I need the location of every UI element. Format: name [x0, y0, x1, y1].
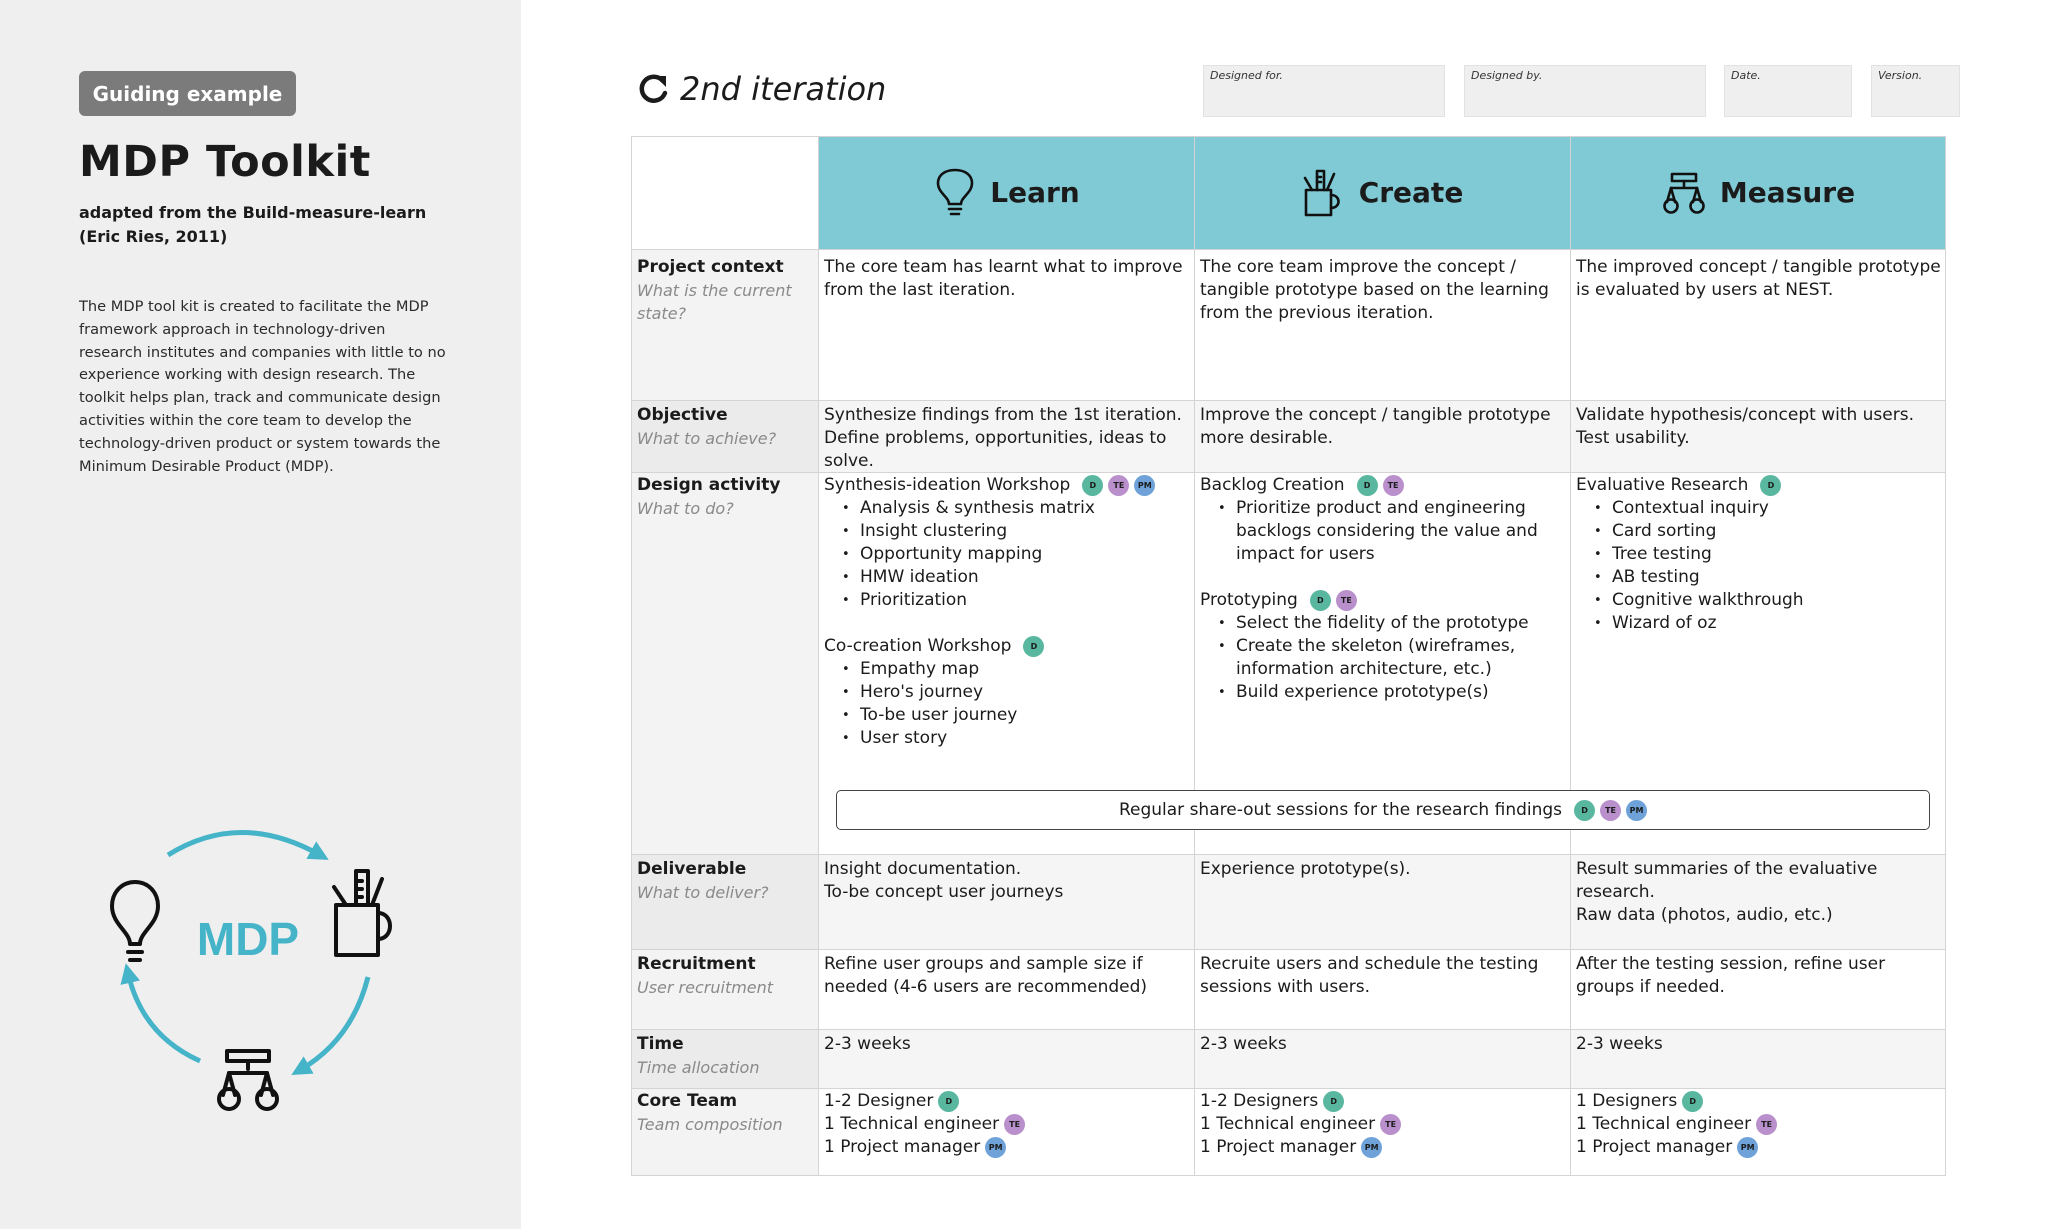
cell-design-learn — [824, 474, 1192, 750]
activity-title: Evaluative Research — [1576, 475, 1749, 495]
list-item: • Create the skeleton (wireframes, information architecture, etc.) — [1214, 635, 1568, 681]
grid-line — [631, 249, 1946, 250]
cell-recruitment-measure: After the testing session, refine user groups if needed. — [1576, 954, 1886, 997]
grid-line — [631, 854, 1946, 855]
guiding-example-badge: Guiding example — [79, 71, 296, 116]
grid-line — [1945, 136, 1946, 1176]
list-item: • Card sorting — [1590, 520, 1944, 543]
list-item: • Prioritize product and engineering backlogs considering the value and impact for users — [1214, 497, 1568, 566]
cell-recruitment-create: Recruite users and schedule the testing sessions with users. — [1200, 954, 1539, 997]
row-label-deliverable-name: Deliverable — [637, 859, 747, 879]
cycle-arrow-create-to-measure — [300, 977, 368, 1070]
pen-cup-icon — [334, 871, 390, 955]
designed-for-label: Designed for. — [1210, 69, 1283, 82]
designed-by-label: Designed by. — [1471, 69, 1543, 82]
cell-context-create: The core team improve the concept / tangible prototype based on the learning from the previous iteration. — [1200, 257, 1549, 323]
activity-list — [1590, 497, 1944, 635]
cell-time-create: 2-3 weeks — [1200, 1034, 1287, 1054]
shareout-text: Regular share-out sessions for the research findings — [1118, 800, 1563, 820]
cell-objective-create: Improve the concept / tangible prototype more desirable. — [1200, 405, 1551, 448]
balance-icon — [219, 1051, 277, 1109]
list-item: • To-be user journey — [838, 704, 1192, 727]
grid-line — [1570, 136, 1571, 1176]
row-label-team-sub: Team composition — [637, 1115, 783, 1134]
mdp-cycle-diagram — [90, 815, 420, 1115]
project-manager-avatar: PM — [985, 1137, 1006, 1158]
activity-prototyping — [1200, 589, 1568, 612]
grid-line — [818, 136, 819, 1176]
column-header-create — [1195, 136, 1571, 249]
cell-objective-learn: Synthesize findings from the 1st iteration. Define problems, opportunities, ideas to solve. — [824, 405, 1182, 471]
cell-deliverable-measure — [1576, 858, 1944, 927]
row-label-time-sub: Time allocation — [637, 1058, 760, 1077]
activity-title: Co-creation Workshop — [824, 636, 1012, 656]
activity-list — [1214, 497, 1568, 566]
project-manager-avatar: PM — [1134, 475, 1155, 496]
list-item: • Insight clustering — [838, 520, 1192, 543]
cycle-arrow-measure-to-learn — [128, 973, 200, 1061]
version-label: Version. — [1878, 69, 1923, 82]
designer-avatar: D — [1682, 1091, 1703, 1112]
list-item: • AB testing — [1590, 566, 1944, 589]
version-field[interactable] — [1871, 65, 1960, 117]
team-member: 1 Project manager — [824, 1137, 981, 1157]
column-header-measure-label: Measure — [1719, 176, 1856, 209]
row-label-design-name: Design activity — [637, 475, 781, 495]
team-member: 1-2 Designer — [824, 1091, 934, 1111]
list-item: • HMW ideation — [838, 566, 1192, 589]
shareout-banner — [836, 790, 1930, 830]
list-item: • Prioritization — [838, 589, 1192, 612]
cell-time-measure: 2-3 weeks — [1576, 1034, 1663, 1054]
column-header-create-label: Create — [1358, 176, 1464, 209]
row-label-recruitment-name: Recruitment — [637, 954, 756, 974]
team-member: 1 Technical engineer — [1576, 1114, 1752, 1134]
lightbulb-icon — [934, 168, 976, 218]
list-item: • Empathy map — [838, 658, 1192, 681]
list-item: • Opportunity mapping — [838, 543, 1192, 566]
grid-line — [631, 136, 632, 1176]
cell-team-create — [1200, 1090, 1568, 1159]
team-member: 1 Designers — [1576, 1091, 1678, 1111]
cell-deliverable-learn — [824, 858, 1192, 904]
pen-cup-icon — [1303, 168, 1345, 218]
cell-design-create — [1200, 474, 1568, 704]
row-label-deliverable-sub: What to deliver? — [637, 883, 769, 902]
designer-avatar: D — [1310, 590, 1331, 611]
cell-design-measure — [1576, 474, 1944, 635]
technical-engineer-avatar: TE — [1004, 1114, 1025, 1135]
grid-line — [631, 1088, 1946, 1089]
team-member: 1 Technical engineer — [1200, 1114, 1376, 1134]
row-label-objective — [637, 404, 813, 450]
activity-synthesis-workshop — [824, 474, 1192, 497]
row-label-deliverable — [637, 858, 813, 904]
activity-list — [1214, 612, 1568, 704]
row-label-team — [637, 1090, 813, 1136]
row-label-recruitment — [637, 953, 813, 999]
row-label-recruitment-sub: User recruitment — [637, 978, 774, 997]
grid-line — [631, 949, 1946, 950]
designer-avatar: D — [1357, 475, 1378, 496]
cell-context-measure: The improved concept / tangible prototype is evaluated by users at NEST. — [1576, 257, 1941, 300]
row-label-objective-sub: What to achieve? — [637, 429, 777, 448]
cell-deliverable-create: Experience prototype(s). — [1200, 859, 1411, 879]
activity-title: Synthesis-ideation Workshop — [824, 475, 1071, 495]
column-header-learn — [819, 136, 1195, 249]
list-item: • Wizard of oz — [1590, 612, 1944, 635]
project-manager-avatar: PM — [1361, 1137, 1382, 1158]
date-field[interactable] — [1724, 65, 1852, 117]
technical-engineer-avatar: TE — [1108, 475, 1129, 496]
designer-avatar: D — [938, 1091, 959, 1112]
date-label: Date. — [1731, 69, 1761, 82]
deliverable-line: Result summaries of the evaluative research. — [1576, 859, 1878, 902]
project-manager-avatar: PM — [1737, 1137, 1758, 1158]
grid-line — [631, 1029, 1946, 1030]
team-member: 1-2 Designers — [1200, 1091, 1319, 1111]
refresh-icon — [636, 72, 670, 106]
activity-backlog-creation — [1200, 474, 1568, 497]
team-member: 1 Project manager — [1576, 1137, 1733, 1157]
list-item: • Cognitive walkthrough — [1590, 589, 1944, 612]
column-header-measure — [1571, 136, 1946, 249]
technical-engineer-avatar: TE — [1756, 1114, 1777, 1135]
list-item: • Select the fidelity of the prototype — [1214, 612, 1568, 635]
deliverable-line: Raw data (photos, audio, etc.) — [1576, 905, 1833, 925]
activity-title: Backlog Creation — [1200, 475, 1345, 495]
grid-line — [631, 1175, 1946, 1176]
designer-avatar: D — [1574, 800, 1595, 821]
row-label-context-name: Project context — [637, 257, 784, 277]
page-title: MDP Toolkit — [79, 137, 371, 187]
cell-objective-measure: Validate hypothesis/concept with users. Test usability. — [1576, 405, 1914, 448]
technical-engineer-avatar: TE — [1600, 800, 1621, 821]
designer-avatar: D — [1023, 636, 1044, 657]
lightbulb-icon — [112, 882, 158, 960]
column-header-learn-label: Learn — [990, 176, 1080, 209]
cell-team-learn — [824, 1090, 1192, 1159]
designer-avatar: D — [1082, 475, 1103, 496]
row-label-time-name: Time — [637, 1034, 684, 1054]
row-label-objective-name: Objective — [637, 405, 728, 425]
technical-engineer-avatar: TE — [1380, 1114, 1401, 1135]
designed-by-field[interactable] — [1464, 65, 1706, 117]
project-manager-avatar: PM — [1626, 800, 1647, 821]
team-member: 1 Technical engineer — [824, 1114, 1000, 1134]
activity-title: Prototyping — [1200, 590, 1298, 610]
toolkit-description: The MDP tool kit is created to facilitate the MDP framework approach in technology-driven research institutes and companies with little to no experience working with design research. The toolkit helps plan, track and communicate design activities within the core team to develop the technology-driven product or system towards the Minimum Desirable Product (MDP). — [79, 298, 446, 475]
grid-line — [631, 136, 1946, 137]
list-item: • Tree testing — [1590, 543, 1944, 566]
mdp-diagram-label: MDP — [196, 913, 300, 965]
deliverable-line: Insight documentation. — [824, 859, 1022, 879]
page-subtitle: adapted from the Build-measure-learn (Eric Ries, 2011) — [79, 203, 427, 246]
list-item: • Analysis & synthesis matrix — [838, 497, 1192, 520]
mdp-table — [631, 136, 1946, 1176]
activity-list — [838, 497, 1192, 612]
cycle-arrow-learn-to-create — [168, 833, 320, 856]
technical-engineer-avatar: TE — [1336, 590, 1357, 611]
activity-cocreation-workshop — [824, 635, 1192, 658]
grid-line — [1194, 136, 1195, 1176]
activity-list — [838, 658, 1192, 750]
cell-team-measure — [1576, 1090, 1944, 1159]
designed-for-field[interactable] — [1203, 65, 1445, 117]
row-label-context-sub: What is the current state? — [637, 281, 792, 323]
balance-icon — [1662, 171, 1706, 215]
list-item: • Contextual inquiry — [1590, 497, 1944, 520]
iteration-header — [636, 70, 886, 108]
deliverable-line: To-be concept user journeys — [824, 882, 1064, 902]
iteration-title: 2nd iteration — [680, 70, 887, 108]
designer-avatar: D — [1760, 475, 1781, 496]
row-label-team-name: Core Team — [637, 1091, 738, 1111]
grid-line — [631, 400, 1946, 401]
row-label-time — [637, 1033, 813, 1079]
designer-avatar: D — [1323, 1091, 1344, 1112]
technical-engineer-avatar: TE — [1383, 475, 1404, 496]
list-item: • User story — [838, 727, 1192, 750]
row-label-design — [637, 474, 813, 520]
sidebar — [0, 0, 521, 1229]
cell-context-learn: The core team has learnt what to improve from the last iteration. — [824, 257, 1183, 300]
cell-time-learn: 2-3 weeks — [824, 1034, 911, 1054]
team-member: 1 Project manager — [1200, 1137, 1357, 1157]
row-label-design-sub: What to do? — [637, 499, 734, 518]
row-label-context — [637, 256, 813, 325]
list-item: • Hero's journey — [838, 681, 1192, 704]
activity-evaluative-research — [1576, 474, 1944, 497]
list-item: • Build experience prototype(s) — [1214, 681, 1568, 704]
cell-recruitment-learn: Refine user groups and sample size if needed (4-6 users are recommended) — [824, 954, 1148, 997]
